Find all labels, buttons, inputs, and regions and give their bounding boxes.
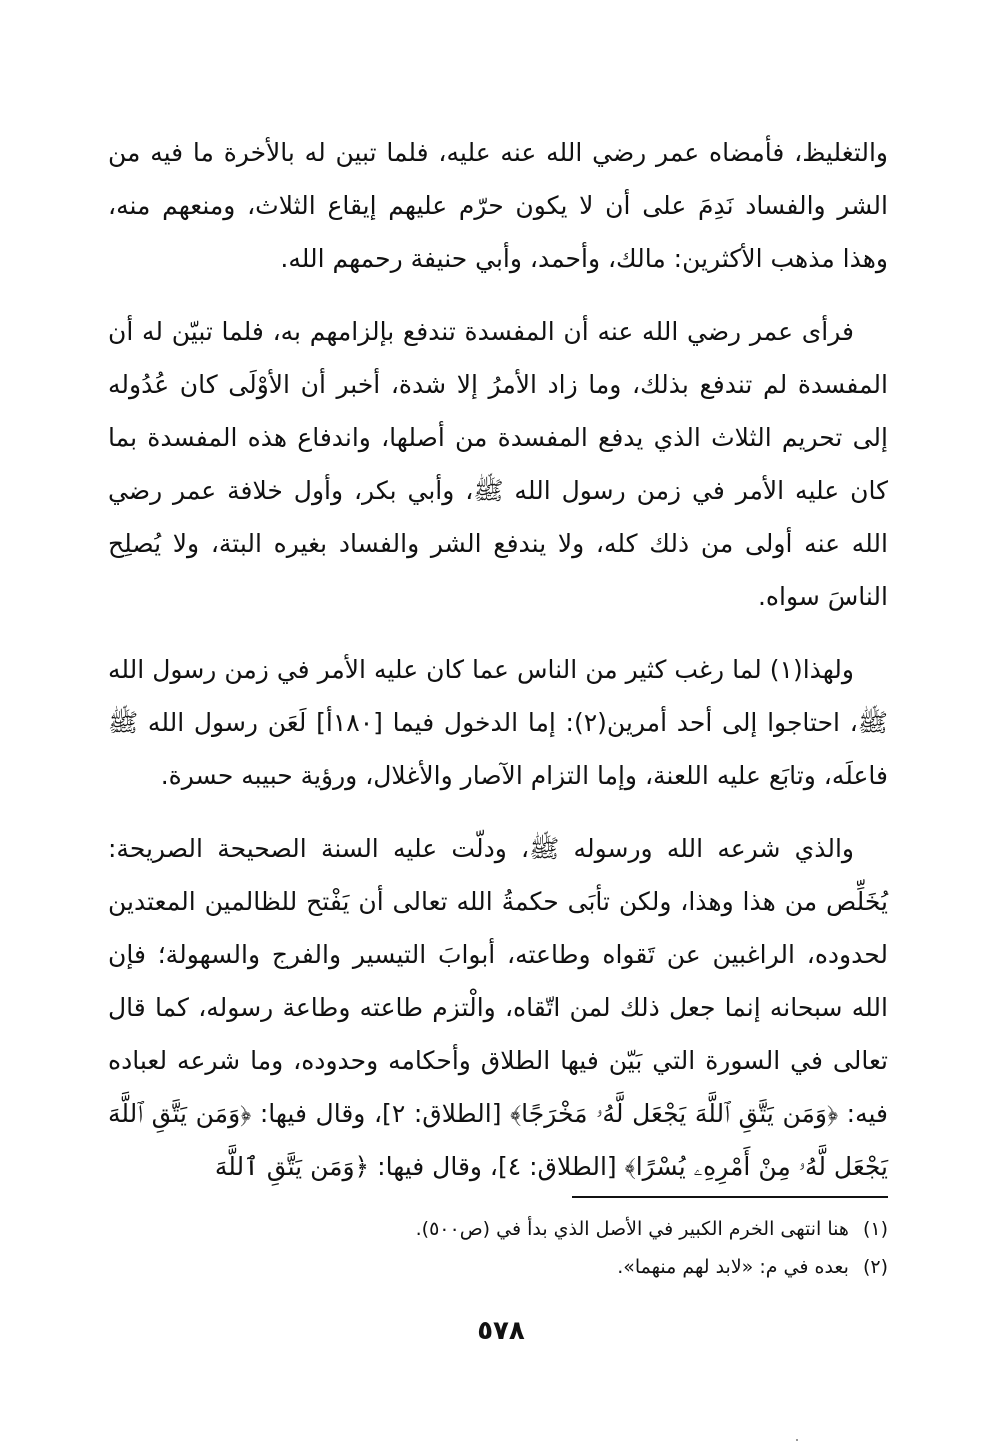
footnote-text: هنا انتهى الخرم الكبير في الأصل الذي بدأ في (ص٥٠٠). [415,1218,849,1240]
footnote-number: (١) [862,1218,888,1240]
paragraph-3: ولهذا(١) لما رغب كثير من الناس عما كان عليه الأمر في زمن رسول الله ﷺ، احتاجوا إلى أحد أمرين(٢): إما الدخول فيما [١٨٠أ] لَعَن رسول الله ﷺ فاعلَه، وتابَع عليه اللعنة، وإما التزام الآصار والأغلال، ورؤية حبيبه حسرة. [108,655,888,790]
footnote-1 [108,1210,888,1248]
footnote-separator [572,1196,888,1198]
paragraph-1: والتغليظ، فأمضاه عمر رضي الله عنه عليه، فلما تبين له بالأخرة ما فيه من الشر والفساد نَدِمَ على أن لا يكون حرّم عليهم إيقاع الثلاث، ومنعهم منه، وهذا مذهب الأكثرين: مالك، وأحمد، وأبي حنيفة رحمهم الله. [108,138,888,273]
footnotes [108,1210,888,1286]
paragraph-2: فرأى عمر رضي الله عنه أن المفسدة تندفع بإلزامهم به، فلما تبيّن له أن المفسدة لم تندفع بذلك، وما زاد الأمرُ إلا شدة، أخبر أن الأوْلَى كان عُدُوله إلى تحريم الثلاث الذي يدفع المفسدة من أصلها، واندفاع هذه المفسدة بما كان عليه الأمر في زمن رسول الله ﷺ، وأبي بكر، وأول خلافة عمر رضي الله عنه أولى من ذلك كله، ولا يندفع الشر والفساد بغيره البتة، ولا يُصلِح الناسَ سواه. [108,317,888,611]
paragraph-4: والذي شرعه الله ورسوله ﷺ، ودلّت عليه السنة الصحيحة الصريحة: يُخَلِّص من هذا وهذا، ولكن تأبَى حكمةُ الله تعالى أن يَفْتح للظالمين المعتدين لحدوده، الراغبين عن تَقواه وطاعته، أبوابَ التيسير والفرج والسهولة؛ فإن الله سبحانه إنما جعل ذلك لمن اتّقاه، والْتزم طاعته وطاعة رسوله، كما قال تعالى في السورة التي بَيّن فيها الطلاق وأحكامه وحدوده، وما شرعه لعباده فيه: ﴿وَمَن يَتَّقِ ٱللَّهَ يَجْعَل لَّهُۥ مَخْرَجًا﴾ [الطلاق: ٢]، وقال فيها: ﴿وَمَن يَتَّقِ ٱللَّهَ يَجْعَل لَّهُۥ مِنْ أَمْرِهِۦ يُسْرًا﴾ [الطلاق: ٤]، وقال فيها: ﴿وَمَن يَتَّقِ ٱللَّهَ [108,834,888,1181]
main-text [108,126,888,1213]
scan-speck [796,1439,798,1441]
footnote-text: بعده في م: «لابد لهم منهما». [617,1256,849,1278]
footnote-number: (٢) [862,1256,888,1278]
footnote-2 [108,1248,888,1286]
page-number: ٥٧٨ [477,1316,525,1346]
